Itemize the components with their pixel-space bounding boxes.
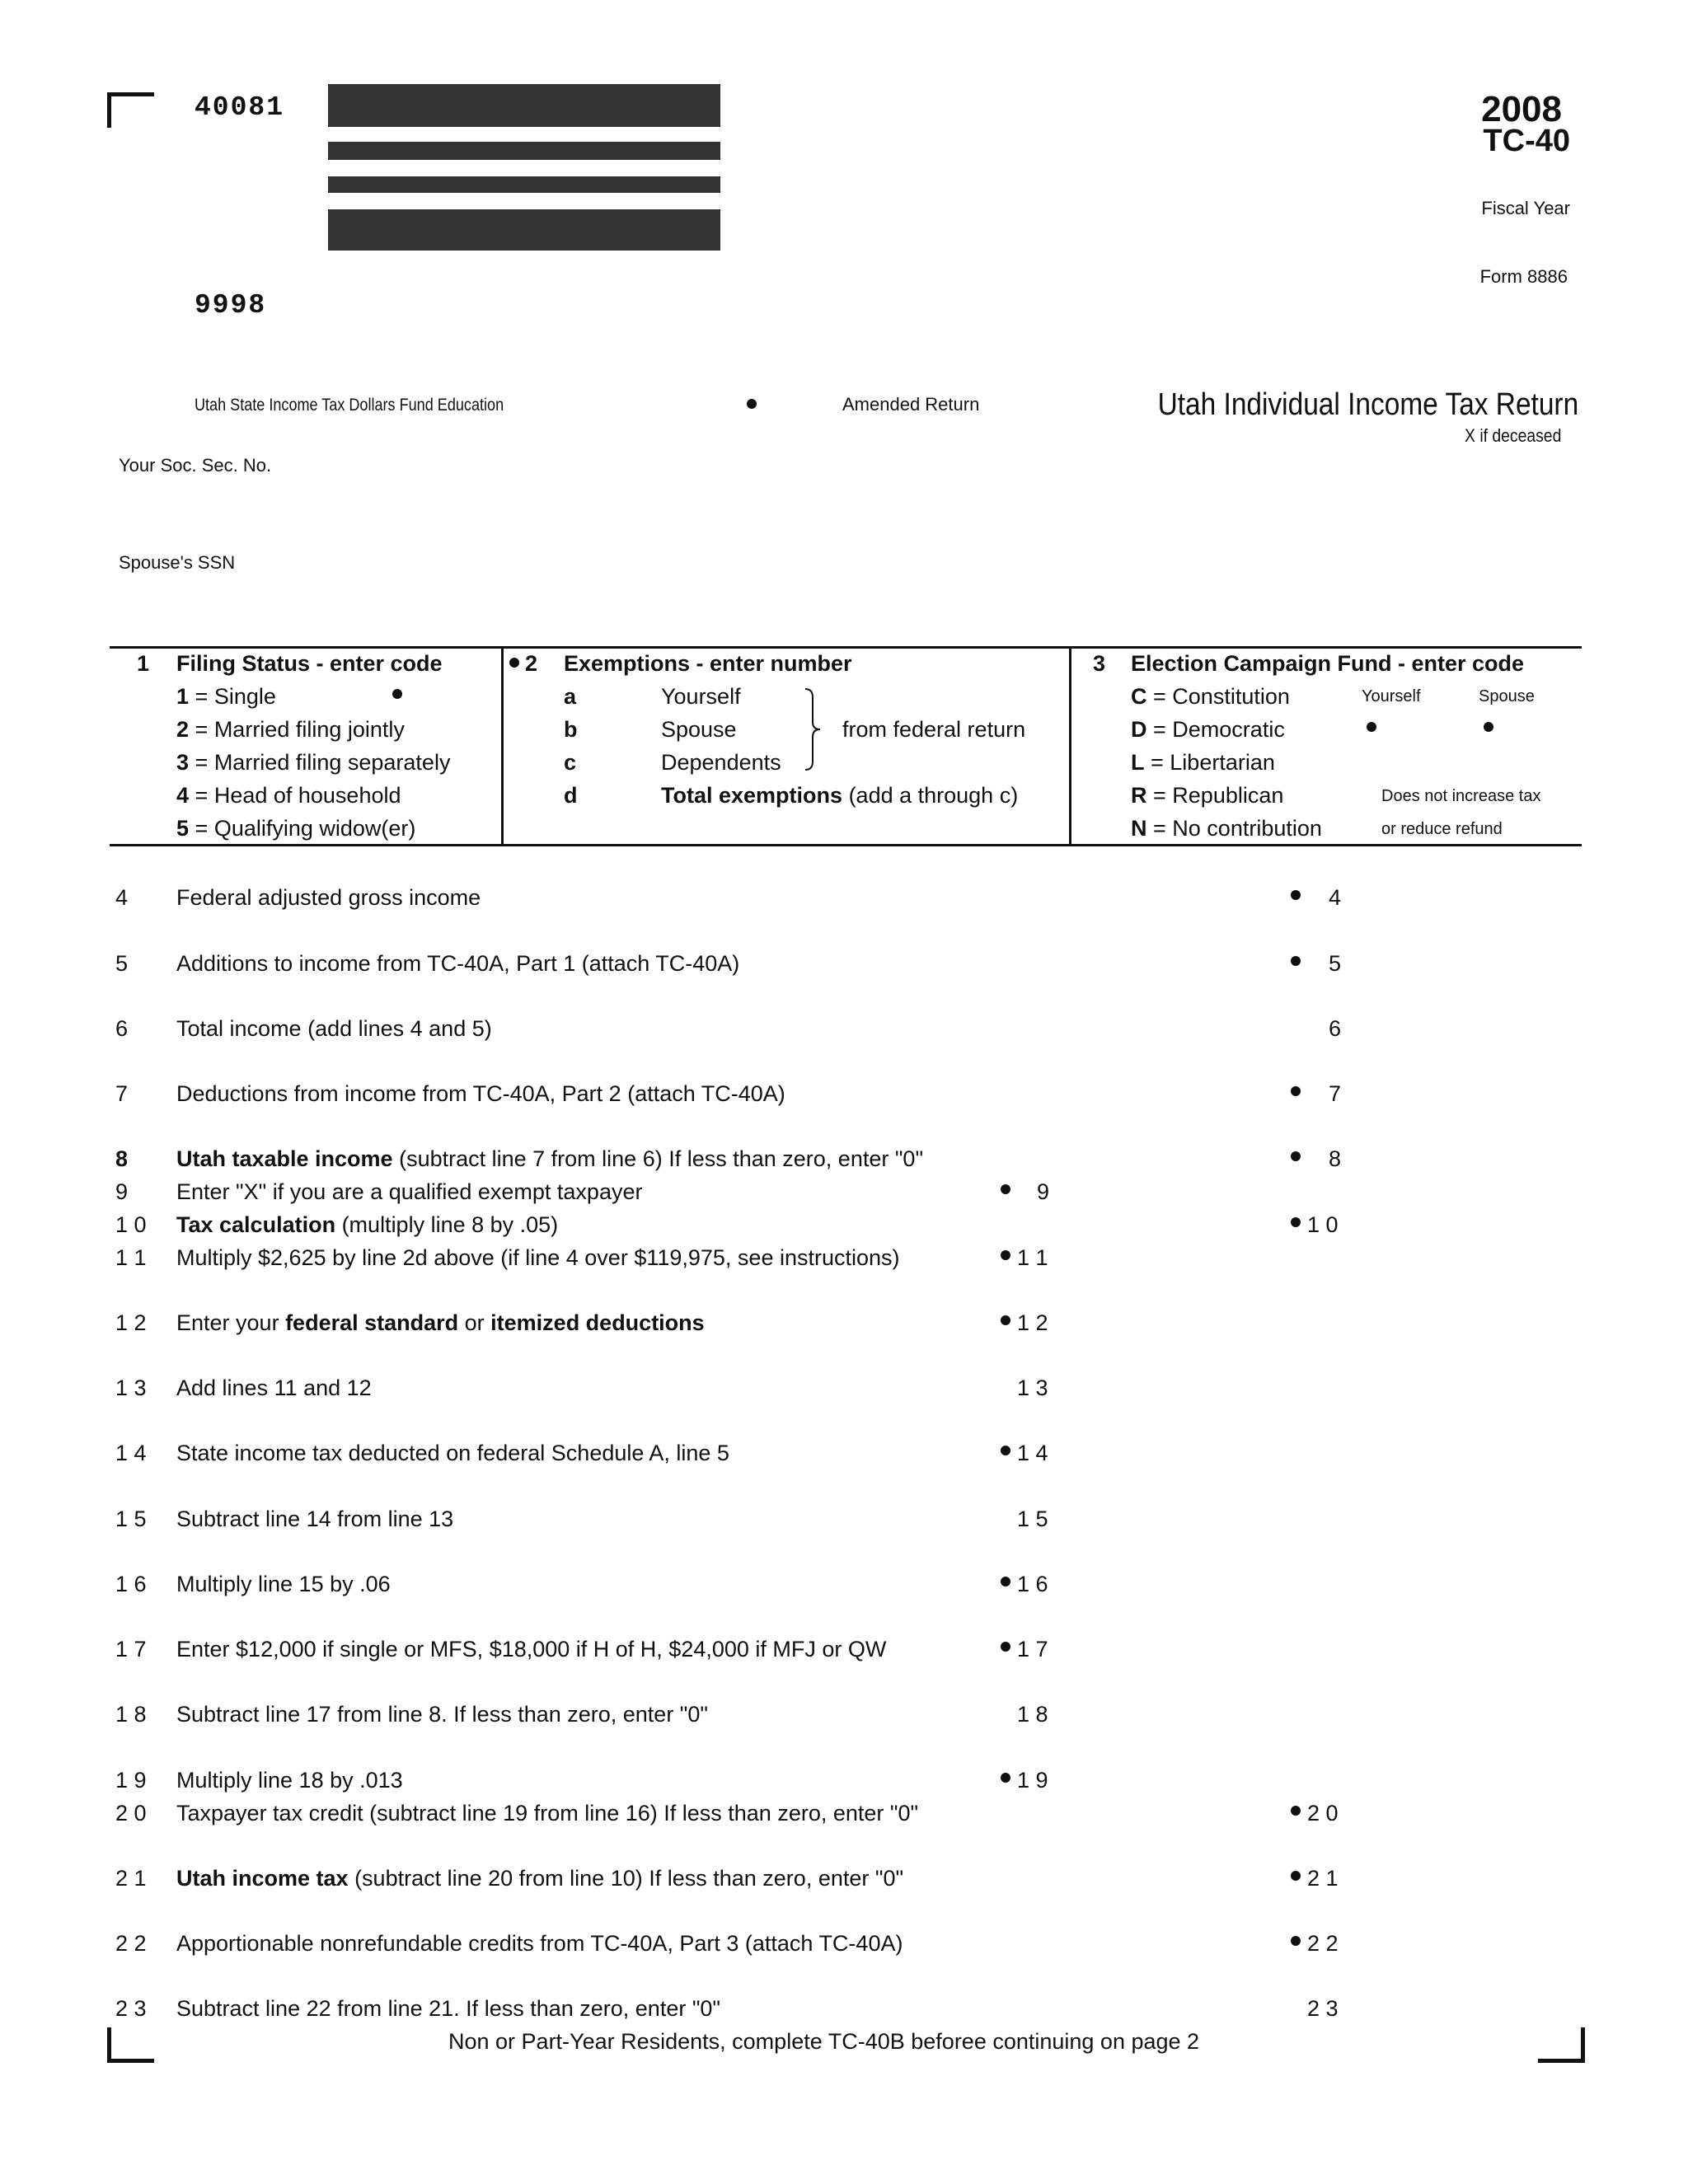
filing-status-option: 3 = Married filing separately: [176, 750, 451, 775]
yourself-column-label: Yourself: [1362, 687, 1421, 705]
campaign-fund-option: R = Republican: [1131, 783, 1284, 808]
spouse-column-label: Spouse: [1479, 687, 1535, 705]
line-bullet: [1001, 1446, 1010, 1455]
line-text: Apportionable nonrefundable credits from TC-40A, Part 3 (attach TC-40A): [176, 1931, 903, 1956]
line-ref-right: 6: [1329, 1016, 1342, 1041]
line-bullet: [1001, 1250, 1010, 1260]
line-text: State income tax deducted on federal Schedule A, line 5: [176, 1441, 729, 1465]
line-ref-right: 2 1: [1307, 1866, 1339, 1891]
line-number: 2 0: [115, 1801, 147, 1825]
filing-status-option: 2 = Married filing jointly: [176, 717, 405, 742]
line-number: 1 0: [115, 1212, 147, 1237]
yourself-bullet: [1367, 722, 1376, 732]
filing-status-bullet: [392, 689, 402, 699]
line-number: 1 3: [115, 1376, 147, 1400]
filing-status-option: 5 = Qualifying widow(er): [176, 816, 416, 841]
line-number: 7: [115, 1081, 129, 1106]
brace-icon: [804, 687, 821, 771]
line-ref-mid: 1 4: [1017, 1441, 1048, 1465]
deceased-label: if deceased: [1479, 425, 1561, 446]
line-text: Multiply line 15 by .06: [176, 1572, 391, 1596]
line-ref-mid: 1 8: [1017, 1702, 1048, 1727]
deceased-marker: [1465, 425, 1561, 447]
crop-mark-top-left: [107, 92, 154, 128]
line-ref-mid: 1 2: [1017, 1310, 1048, 1335]
line-ref-right: 4: [1329, 885, 1342, 910]
form-8886-label: Form 8886: [1479, 266, 1568, 287]
line-text: Subtract line 14 from line 13: [176, 1507, 454, 1531]
crop-mark-bottom-left: [107, 2027, 154, 2063]
exemptions-number: 2: [525, 651, 538, 676]
line-number: 8: [115, 1146, 129, 1171]
amended-return-label: Amended Return: [842, 394, 980, 415]
exemption-letter: d: [564, 783, 578, 808]
filing-status-number: 1: [137, 651, 150, 676]
line-bullet: [1291, 956, 1301, 966]
exemption-label: Dependents: [661, 750, 781, 775]
line-ref-right: 5: [1329, 951, 1342, 976]
line-text: Total income (add lines 4 and 5): [176, 1016, 492, 1041]
line-text: Multiply line 18 by .013: [176, 1768, 403, 1793]
line-ref-mid: 1 7: [1017, 1637, 1048, 1661]
line-bullet: [1291, 1936, 1301, 1946]
exemption-letter: a: [564, 684, 577, 709]
line-bullet: [1291, 890, 1301, 900]
line-bullet: [1001, 1642, 1010, 1652]
line-text: Subtract line 22 from line 21. If less than zero, enter "0": [176, 1996, 721, 2021]
line-number: 1 7: [115, 1637, 147, 1661]
line-number: 2 3: [115, 1996, 147, 2021]
line-bullet: [1001, 1577, 1010, 1586]
campaign-fund-note: or reduce refund: [1381, 820, 1503, 838]
campaign-fund-number: 3: [1093, 651, 1106, 676]
line-text: Subtract line 17 from line 8. If less than zero, enter "0": [176, 1702, 708, 1727]
line-bullet: [1291, 1871, 1301, 1881]
line-text: Multiply $2,625 by line 2d above (if line 4 over $119,975, see instructions): [176, 1245, 900, 1270]
campaign-fund-note: Does not increase tax: [1381, 787, 1541, 805]
form-code-top: 40081: [195, 92, 285, 123]
line-text: Utah income tax (subtract line 20 from line 10) If less than zero, enter "0": [176, 1866, 904, 1891]
line-number: 1 6: [115, 1572, 147, 1596]
line-number: 1 1: [115, 1245, 147, 1270]
spouse-ssn-label: Spouse's SSN: [119, 552, 236, 573]
line-text: Enter your federal standard or itemized deductions: [176, 1310, 705, 1335]
line-number: 1 2: [115, 1310, 147, 1335]
form-code-bottom: 9998: [195, 290, 267, 321]
line-bullet: [1291, 1086, 1301, 1096]
campaign-fund-title: Election Campaign Fund - enter code: [1131, 651, 1525, 676]
exemption-letter: b: [564, 717, 578, 742]
box-divider-2: [1069, 646, 1071, 846]
filing-status-option: 4 = Head of household: [176, 783, 401, 808]
exemptions-title: Exemptions - enter number: [564, 651, 852, 676]
education-fund-label: Utah State Income Tax Dollars Fund Education: [195, 396, 504, 415]
line-number: 6: [115, 1016, 129, 1041]
line-bullet: [1291, 1217, 1301, 1227]
box-top-rule: [110, 646, 1582, 649]
exemptions-bullet: [509, 658, 519, 668]
campaign-fund-option: C = Constitution: [1131, 684, 1290, 709]
filing-status-title: Filing Status - enter code: [176, 651, 443, 676]
line-ref-mid: 1 5: [1017, 1507, 1048, 1531]
line-bullet: [1001, 1315, 1010, 1325]
campaign-fund-option: N = No contribution: [1131, 816, 1322, 841]
line-text: Federal adjusted gross income: [176, 885, 481, 910]
box-divider-1: [501, 646, 504, 846]
line-bullet: [1291, 1806, 1301, 1816]
line-text: Deductions from income from TC-40A, Part 2 (attach TC-40A): [176, 1081, 785, 1106]
line-text: Enter "X" if you are a qualified exempt taxpayer: [176, 1179, 643, 1204]
line-number: 2 1: [115, 1866, 147, 1891]
line-bullet: [1291, 1151, 1301, 1161]
line-text: Enter $12,000 if single or MFS, $18,000 if H of H, $24,000 if MFJ or QW: [176, 1637, 887, 1661]
exemption-label: Spouse: [661, 717, 737, 742]
campaign-fund-option: D = Democratic: [1131, 717, 1285, 742]
line-text: Tax calculation (multiply line 8 by .05): [176, 1212, 559, 1237]
line-ref-right: 7: [1329, 1081, 1342, 1106]
spouse-bullet: [1484, 722, 1493, 732]
line-text: Utah taxable income (subtract line 7 from line 6) If less than zero, enter "0": [176, 1146, 924, 1171]
line-ref-mid: 1 6: [1017, 1572, 1048, 1596]
line-number: 1 4: [115, 1441, 147, 1465]
line-ref-mid: 1 1: [1017, 1245, 1048, 1270]
amended-bullet: [747, 399, 757, 409]
crop-mark-bottom-right: [1538, 2027, 1585, 2063]
line-number: 1 9: [115, 1768, 147, 1793]
line-number: 5: [115, 951, 129, 976]
footer-note: Non or Part-Year Residents, complete TC-40B beforee continuing on page 2: [448, 2029, 1200, 2054]
fiscal-year-label: Fiscal Year: [1481, 198, 1570, 218]
line-ref-mid: 9: [1037, 1179, 1050, 1204]
exemption-letter: c: [564, 750, 577, 775]
line-ref-right: 1 0: [1307, 1212, 1339, 1237]
line-number: 2 2: [115, 1931, 147, 1956]
line-ref-mid: 1 9: [1017, 1768, 1048, 1793]
line-text: Additions to income from TC-40A, Part 1 (attach TC-40A): [176, 951, 740, 976]
form-title: Utah Individual Income Tax Return: [1157, 387, 1578, 422]
exemption-label: Total exemptions (add a through c): [661, 783, 1019, 808]
line-ref-right: 8: [1329, 1146, 1342, 1171]
from-federal-return-label: from federal return: [842, 717, 1026, 742]
line-text: Add lines 11 and 12: [176, 1376, 372, 1400]
deceased-x: X: [1464, 425, 1475, 446]
line-number: 4: [115, 885, 129, 910]
form-year: 2008: [1481, 89, 1562, 129]
line-bullet: [1001, 1773, 1010, 1783]
campaign-fund-option: L = Libertarian: [1131, 750, 1275, 775]
line-ref-right: 2 0: [1307, 1801, 1339, 1825]
exemption-label: Yourself: [661, 684, 741, 709]
line-text: Taxpayer tax credit (subtract line 19 from line 16) If less than zero, enter "0": [176, 1801, 919, 1825]
line-number: 1 5: [115, 1507, 147, 1531]
line-ref-right: 2 3: [1307, 1996, 1339, 2021]
ssn-label: Your Soc. Sec. No.: [119, 455, 272, 476]
filing-status-option: 1 = Single: [176, 684, 276, 709]
line-ref-right: 2 2: [1307, 1931, 1339, 1956]
line-number: 9: [115, 1179, 129, 1204]
form-id: TC-40: [1483, 124, 1570, 158]
line-ref-mid: 1 3: [1017, 1376, 1048, 1400]
line-bullet: [1001, 1184, 1010, 1194]
line-number: 1 8: [115, 1702, 147, 1727]
box-bottom-rule: [110, 844, 1582, 846]
